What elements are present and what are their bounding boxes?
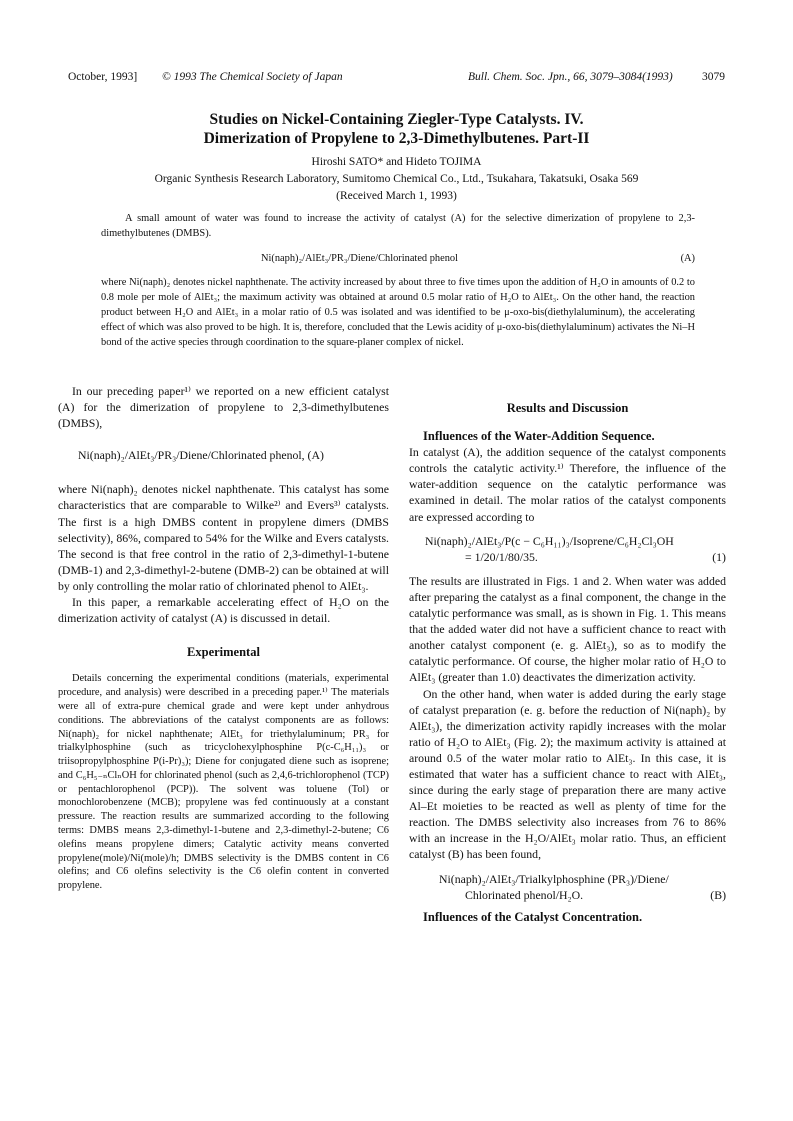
article-title <box>60 110 733 148</box>
title-line-2: Dimerization of Propylene to 2,3-Dimethylbutenes. Part-II <box>203 130 590 147</box>
abstract <box>101 212 695 350</box>
results-heading: Results and Discussion <box>506 401 629 415</box>
equation-1-line-2: = 1/20/1/80/35. <box>465 549 538 564</box>
equation-b-line-1: Ni(naph)₂/AlEt₃/Trialkylphosphine (PR₃)/Diene/ <box>439 871 669 886</box>
authors: Hiroshi SATO* and Hideto TOJIMA <box>311 156 482 168</box>
left-column <box>58 383 389 893</box>
header-date: October, 1993] <box>68 71 138 83</box>
intro-paragraph-1: In our preceding paper¹⁾ we reported on a new efficient catalyst (A) for the dimerization of propylene to 2,3-dimethylbutenes (DMBS), <box>58 384 389 431</box>
header-page-number: 3079 <box>702 71 725 83</box>
right-column <box>409 400 726 925</box>
experimental-paragraph: Details concerning the experimental conditions (materials, experimental procedure, and analysis) were described in a preceding paper.¹⁾ The materials were all of extra-pure chemical grade and were kept under anhydrous conditions. The abbreviations of the catalyst components are as follows: Ni(naph)₂ for nickel naphthenate; AlEt₃ for triethylaluminum; PR₃ for trialkylphosphine (such as tricyclohexylphosphine P(c-C₆H₁₁)₃ or triisopropylphosphine P(i-Pr)₃); Diene for conjugated diene such as isoprene; and C₆H₅₋ₙClₙOH for chlorinated phenol (such as 2,4,6-trichlorophenol (TCP) or pentachlorophenol (PCP)). The solvent was toluene (Tol) or monochlorobenzene (MCB); propylene was fed continuously at a constant pressure. The reaction results are summarized according to the following terms: DMBS means 2,3-dimethyl-1-butene and 2,3-dimethyl-2-butene; C6 olefins means propylene dimers; Catalytic activity means converted propylene(mole)/Ni(mole)/h; DMBS selectivity is the DMBS content in C6 olefins; and C6 olefins selectivity is the C6 olefin content in converted propylene. <box>58 673 389 892</box>
abstract-equation <box>261 252 695 267</box>
abstract-paragraph-1: A small amount of water was found to increase the activity of catalyst (A) for the selective dimerization of propylene to 2,3-dimethylbutenes (DMBS). <box>101 213 695 239</box>
subsection-catalyst-concentration: Influences of the Catalyst Concentration. <box>423 909 643 924</box>
equation-b <box>439 871 726 903</box>
experimental-heading: Experimental <box>187 645 260 660</box>
header-copyright: © 1993 The Chemical Society of Japan <box>162 71 343 83</box>
results-paragraph-2: The results are illustrated in Figs. 1 and 2. When water was added after preparing the catalyst as a final component, the change in the catalytic performance was small, as is shown in Fig. 1. This means that the added water did not have a sufficient chance to react with another catalyst component (e. g. AlEt₃), so as to modify the catalytic performance. Of course, the higher molar ratio of H₂O to AlEt₃ (greater than 1.0) deactivates the dimerization activity. <box>409 573 726 685</box>
title-line-1: Studies on Nickel-Containing Ziegler-Type Catalysts. IV. <box>209 111 584 128</box>
results-paragraph-1: In catalyst (A), the addition sequence of the catalyst components controls the catalytic activity.¹⁾ Therefore, the influence of the water-addition sequence on the catalytic performance was examined in detail. The molar ratios of the catalyst components are expressed according to <box>409 445 726 524</box>
equation-1-line-1: Ni(naph)₂/AlEt₃/P(c − C₆H₁₁)₃/Isoprene/C₆H₂Cl₃OH <box>425 533 674 548</box>
header-journal-citation: Bull. Chem. Soc. Jpn., 66, 3079–3084(1993) <box>468 71 673 83</box>
equation-1-label: (1) <box>712 549 726 564</box>
subsection-water-addition: Influences of the Water-Addition Sequence. <box>423 429 655 444</box>
abstract-equation-text: Ni(naph)₂/AlEt₃/PR₃/Diene/Chlorinated phenol <box>261 252 459 264</box>
received-date: (Received March 1, 1993) <box>336 190 457 202</box>
intro-paragraph-2: where Ni(naph)₂ denotes nickel naphthenate. This catalyst has some characteristics that are comparable to Wilke²⁾ and Evers³⁾ catalysts. The first is a high DMBS content in propylene dimers (DMBS selectivity), 86%, compared to 54% for the Wilke and Evers catalysts. The second is that free control in the ratio of 2,3-dimethyl-1-butene (DMB-1) and 2,3-dimethyl-2-butene (DMB-2) can be obtained at will by only controlling the molar ratio of chlorinated phenol to AlEt₃. <box>58 482 389 593</box>
equation-b-label: (B) <box>710 887 726 902</box>
equation-b-line-2: Chlorinated phenol/H₂O. <box>465 887 584 902</box>
equation-1 <box>425 533 726 565</box>
intro-equation-a: Ni(naph)₂/AlEt₃/PR₃/Diene/Chlorinated phenol, (A) <box>78 448 324 463</box>
abstract-paragraph-2: where Ni(naph)₂ denotes nickel naphthenate. The activity increased by about three to five times upon the addition of H₂O in amounts of 0.2 to 0.8 mole per mole of AlEt₃; the maximum activity was obtained at around 0.5 molar ratio of H₂O to AlEt₃. On the other hand, the reaction product between H₂O and AlEt₃ in a molar ratio of 0.5 was isolated and was identified to be μ-oxo-bis(diethylaluminum), the accelerating effect of which was also proved to be high. It is, therefore, concluded that the Lewis acidity of μ-oxo-bis(diethylaluminum) activates the Ni–H bond of the active species through coordination to the square-planer complex of nickel. <box>101 277 695 348</box>
affiliation: Organic Synthesis Research Laboratory, Sumitomo Chemical Co., Ltd., Tsukahara, Takatsuki, Osaka 569 <box>154 173 639 185</box>
results-paragraph-3: On the other hand, when water is added during the early stage of catalyst preparation (e. g. before the reduction of Ni(naph)₂ by AlEt₃), the dimerization activity rapidly increases with the molar ratio of H₂O to AlEt₃ (Fig. 2); the maximum activity is attained at around 0.5 of the water molar ratio to AlEt₃. In this case, it is estimated that water has a sufficient chance to react with AlEt₃, since during the early stage of preparation there are many active Al–Et moieties to be reacted as well as plenty of time for the reaction. The DMBS selectivity also increases from 76 to 86% with an increase in the H₂O/AlEt₃ molar ratio. Thus, an efficient catalyst (B) has been found, <box>409 686 726 862</box>
intro-paragraph-3: In this paper, a remarkable accelerating effect of H₂O on the dimerization activity of catalyst (A) is discussed in detail. <box>58 595 389 626</box>
abstract-equation-label: (A) <box>680 252 695 264</box>
